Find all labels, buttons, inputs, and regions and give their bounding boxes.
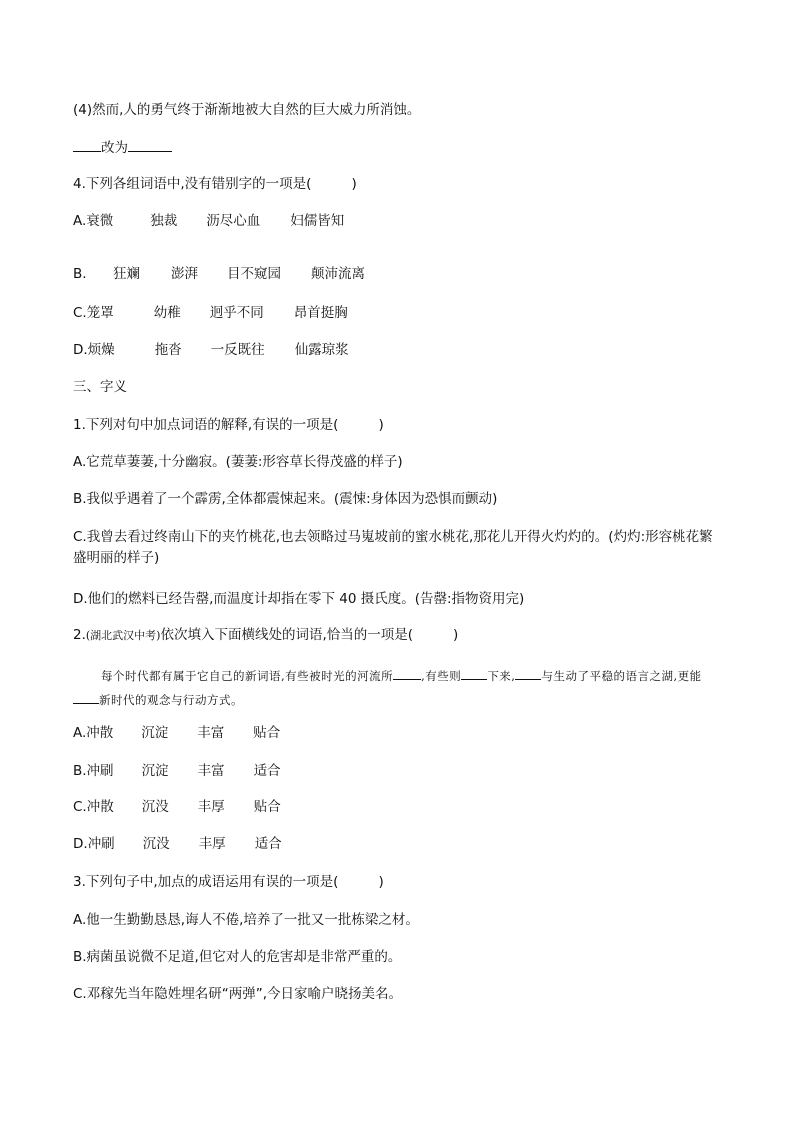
question-stem-text: 1.下列对句中加点词语的解释,有误的一项是( bbox=[73, 417, 339, 433]
option-a: A.他一生勤勤恳恳,诲人不倦,培养了一批又一批栋梁之材。 bbox=[73, 912, 419, 928]
passage-blank[interactable] bbox=[393, 668, 421, 680]
option-word: 贴合 bbox=[253, 725, 281, 741]
option-word: 目不窥园 bbox=[227, 266, 281, 282]
option-letter: C. bbox=[73, 305, 87, 321]
option-word: 笼罩 bbox=[86, 305, 114, 321]
option-word: 拖沓 bbox=[154, 342, 182, 358]
option-word: 一反既往 bbox=[210, 342, 265, 358]
option-word: 沉没 bbox=[141, 799, 169, 815]
option-word: 冲刷 bbox=[87, 836, 115, 852]
passage-text: 与生动了平稳的语言之湖,更能 bbox=[541, 669, 702, 683]
reading-passage bbox=[73, 664, 725, 712]
rewrite-sentence: (4)然而,人的勇气终于渐渐地被大自然的巨大威力所消蚀。 bbox=[73, 102, 421, 118]
question-source: (湖北武汉中考) bbox=[85, 629, 161, 642]
passage-blank[interactable] bbox=[515, 668, 541, 680]
option-letter: A. bbox=[73, 213, 87, 229]
option-word: 澎湃 bbox=[171, 266, 198, 282]
option-b: B.病菌虽说微不足道,但它对人的危害却是非常严重的。 bbox=[73, 949, 402, 965]
question-stem bbox=[73, 175, 357, 193]
option-letter: B. bbox=[73, 266, 87, 282]
answer-blank[interactable] bbox=[128, 138, 172, 152]
option-word: 昂首挺胸 bbox=[293, 305, 348, 321]
option-b: B.我似乎遇着了一个霹雳,全体都震悚起来。(震悚:身体因为恐惧而颤动) bbox=[73, 491, 498, 507]
question-stem-text: 4.下列各组词语中,没有错别字的一项是( bbox=[73, 176, 312, 192]
option-word: 沉淀 bbox=[141, 763, 169, 779]
option-word: 丰厚 bbox=[198, 836, 226, 852]
option-word: 颠沛流离 bbox=[311, 266, 365, 282]
option-word: 沉淀 bbox=[141, 725, 169, 741]
option-word: 丰厚 bbox=[197, 799, 225, 815]
option-word: 烦燥 bbox=[87, 342, 115, 358]
passage-text: 新时代的观念与行动方式。 bbox=[99, 693, 243, 707]
paren-close: ) bbox=[351, 176, 357, 192]
passage-blank[interactable] bbox=[461, 668, 487, 680]
option-word: 狂斓 bbox=[113, 266, 140, 282]
option-row-b bbox=[73, 762, 281, 780]
option-word: 沥尽心血 bbox=[206, 213, 261, 229]
option-word: 独裁 bbox=[150, 213, 178, 229]
option-row-a bbox=[73, 724, 280, 742]
passage-text: 下来, bbox=[487, 669, 516, 683]
passage-text: ,有些则 bbox=[421, 669, 462, 683]
option-row-c bbox=[73, 304, 348, 322]
option-row-c bbox=[73, 798, 281, 816]
option-c: C.邓稼先当年隐姓埋名研“两弹”,今日家喻户晓扬美名。 bbox=[73, 986, 402, 1002]
option-word: 适合 bbox=[254, 836, 282, 852]
answer-blank[interactable] bbox=[73, 138, 101, 152]
question-stem-text: 3.下列句子中,加点的成语运用有误的一项是( bbox=[73, 874, 339, 890]
option-word: 妇儒皆知 bbox=[290, 213, 345, 229]
option-a: A.它荒草萋萋,十分幽寂。(萋萋:形容草长得茂盛的样子) bbox=[73, 454, 403, 470]
question-number: 2. bbox=[73, 627, 86, 643]
option-letter: B. bbox=[73, 763, 87, 779]
option-word: 丰富 bbox=[197, 725, 225, 741]
rewrite-answer-line bbox=[73, 138, 172, 157]
paren-close: ) bbox=[378, 417, 384, 433]
passage-blank[interactable] bbox=[73, 692, 99, 704]
paren-close: ) bbox=[378, 874, 384, 890]
question-stem bbox=[73, 873, 384, 891]
option-row-d bbox=[73, 835, 282, 853]
passage-text: 每个时代都有属于它自己的新词语,有些被时光的河流所 bbox=[101, 669, 394, 683]
option-word: 贴合 bbox=[253, 799, 281, 815]
question-stem bbox=[73, 416, 384, 434]
option-word: 冲散 bbox=[86, 799, 114, 815]
option-word: 沉没 bbox=[142, 836, 170, 852]
option-d: D.他们的燃料已经告罄,而温度计却指在零下 40 摄氏度。(告罄:指物资用完) bbox=[73, 591, 525, 607]
rewrite-label: 改为 bbox=[101, 140, 128, 156]
option-row-d bbox=[73, 341, 349, 359]
question-stem bbox=[73, 626, 458, 645]
option-word: 丰富 bbox=[197, 763, 225, 779]
option-letter: C. bbox=[73, 799, 87, 815]
option-letter: A. bbox=[73, 725, 87, 741]
option-letter: D. bbox=[73, 342, 88, 358]
question-stem-text: 依次填入下面横线处的词语,恰当的一项是( bbox=[160, 627, 414, 643]
paren-close: ) bbox=[453, 627, 459, 643]
option-word: 冲刷 bbox=[86, 763, 114, 779]
section-title: 三、字义 bbox=[73, 379, 127, 395]
option-word: 适合 bbox=[253, 763, 281, 779]
option-letter: D. bbox=[73, 836, 88, 852]
option-word: 迥乎不同 bbox=[209, 305, 264, 321]
option-word: 仙露琼浆 bbox=[294, 342, 349, 358]
option-row-b bbox=[73, 265, 365, 283]
option-word: 衰微 bbox=[86, 213, 114, 229]
option-word: 幼稚 bbox=[153, 305, 181, 321]
option-word: 冲散 bbox=[86, 725, 114, 741]
option-row-a bbox=[73, 212, 344, 230]
option-c: C.我曾去看过终南山下的夹竹桃花,也去领略过马嵬坡前的蜜水桃花,那花儿开得火灼灼的。(灼灼:形容桃花繁盛明丽的样子) bbox=[73, 529, 713, 566]
